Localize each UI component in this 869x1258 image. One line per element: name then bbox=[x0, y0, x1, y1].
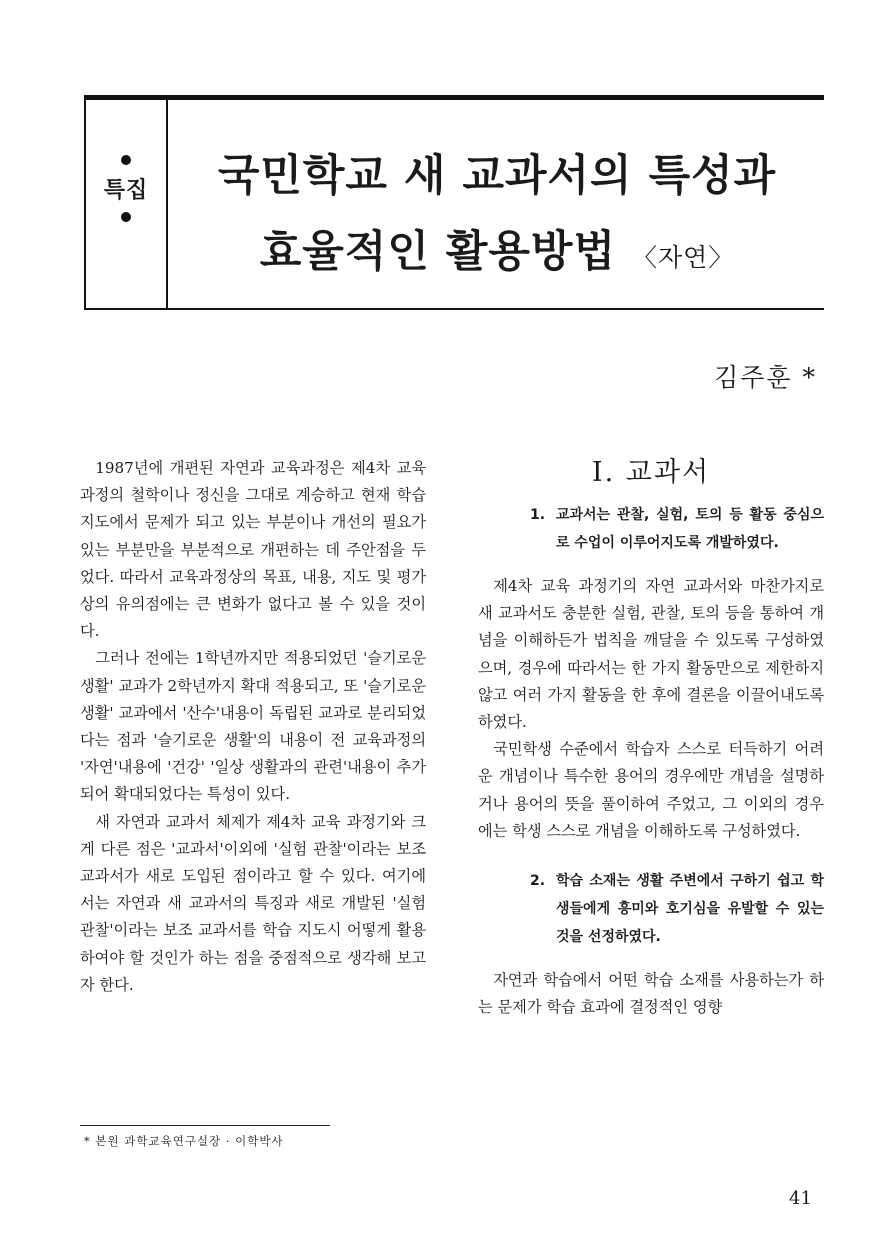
item-text: 교과서는 관찰, 실험, 토의 등 활동 중심으로 수업이 이루어지도록 개발하였다. bbox=[556, 507, 824, 551]
right-column bbox=[478, 455, 824, 1021]
numbered-item-1 bbox=[478, 501, 824, 557]
article-title bbox=[170, 138, 824, 296]
left-column bbox=[80, 455, 426, 999]
footnote: * 본원 과학교육연구실장 · 이학박사 bbox=[84, 1134, 284, 1148]
item-number: 2. bbox=[530, 873, 546, 890]
paragraph: 제4차 교육 과정기의 자연 교과서와 마찬가지로 새 교과서도 충분한 실험, 관찰, 토의 등을 통하여 개념을 이해하든가 법칙을 깨달을 수 있도록 구성하였으며, 경우에 따라서는 한 가지 활동만으로 제한하지 않고 여러 가지 활동을 한 후에 결론을 이끌어내도록 하였다. bbox=[478, 577, 824, 732]
header-divider bbox=[166, 100, 168, 308]
page-number: 41 bbox=[789, 1188, 812, 1209]
section-label bbox=[86, 155, 166, 222]
item-number: 1. bbox=[530, 507, 546, 523]
paragraph: 새 자연과 교과서 체제가 제4차 교육 과정기와 크게 다른 점은 '교과서'이외에 '실험 관찰'이라는 보조 교과서가 새로 도입된 점이라고 할 수 있다. 여기에서는 자연과 새 교과서의 특징과 새로 개발된 '실험 관찰'이라는 보조 교과서를 학습 지도시 어떻게 활용하여야 할 것인가 하는 점을 중점적으로 생각해 보고자 한다. bbox=[80, 812, 426, 994]
paragraph: 그러나 전에는 1학년까지만 적용되었던 '슬기로운 생활' 교과가 2학년까지 확대 적용되고, 또 '슬기로운 생활' 교과에서 '산수'내용이 독립된 교과로 분리되었다는 점과 '슬기로운 생활'의 내용이 전 교육과정의 '자연'내용에 '건강' '일상 생활과의 관련'내용이 추가되어 확대되었다는 특성이 있다. bbox=[80, 649, 426, 804]
paragraph: 1987년에 개편된 자연과 교육과정은 제4차 교육과정의 철학이나 정신을 그대로 계승하고 현재 학습 지도에서 문제가 되고 있는 부분이나 개선의 필요가 있는 부분만을 부분적으로 개편하는 데 주안점을 두었다. 따라서 교육과정상의 목표, 내용, 지도 및 평가상의 유의점에는 큰 변화가 없다고 볼 수 있을 것이다. bbox=[80, 459, 426, 641]
title-line-1: 국민학교 새 교과서의 특성과 bbox=[217, 151, 777, 201]
article-header bbox=[84, 95, 824, 310]
item-text: 학습 소재는 생활 주변에서 구하기 쉽고 학생들에게 흥미와 호기심을 유발할 수 있는 것을 선정하였다. bbox=[556, 873, 824, 946]
section-heading: Ⅰ. 교과서 bbox=[591, 457, 711, 488]
numbered-item-2 bbox=[478, 867, 824, 951]
title-line-2 bbox=[170, 214, 824, 296]
author-name: 김주훈 * bbox=[714, 363, 817, 392]
subject-label: 〈자연〉 bbox=[631, 243, 735, 272]
footnote-rule bbox=[80, 1125, 330, 1126]
title-line-2-text: 효율적인 활용방법 bbox=[259, 227, 616, 277]
bullet-dot-bottom bbox=[121, 212, 131, 222]
bullet-dot-top bbox=[121, 155, 131, 165]
paragraph: 국민학생 수준에서 학습자 스스로 터득하기 어려운 개념이나 특수한 용어의 경우에만 개념을 설명하거나 용어의 뜻을 풀이하여 주었고, 그 이외의 경우에는 학생 스스로 개념을 이해하도록 구성하였다. bbox=[478, 740, 824, 840]
paragraph: 자연과 학습에서 어떤 학습 소재를 사용하는가 하는 문제가 학습 효과에 결정적인 영향 bbox=[478, 971, 824, 1017]
section-label-text: 특집 bbox=[103, 178, 149, 203]
